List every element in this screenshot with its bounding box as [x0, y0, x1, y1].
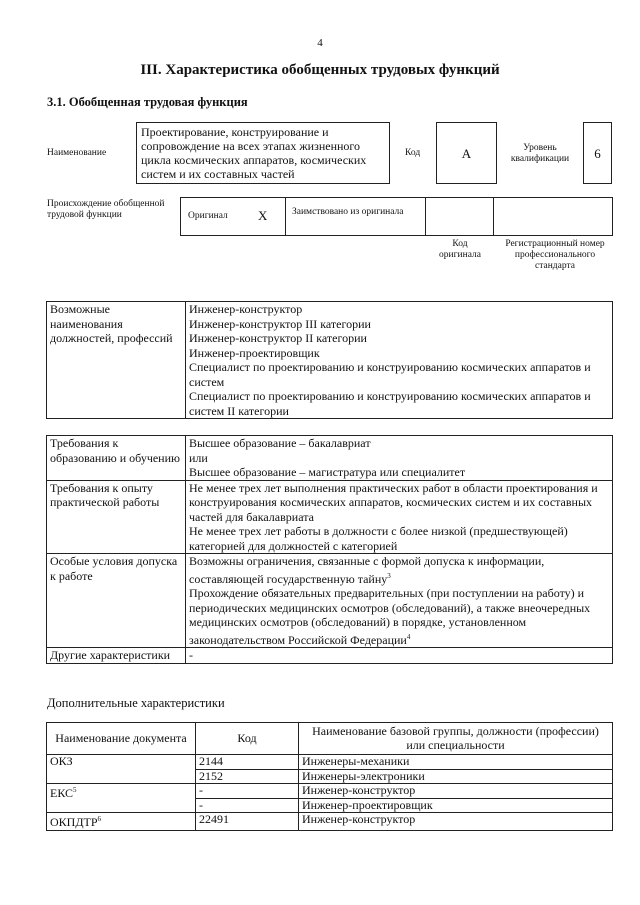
experience-value — [186, 480, 613, 554]
position-item: Инженер-конструктор — [189, 302, 303, 316]
code-label: Код — [405, 148, 421, 158]
origin-label: Происхождение обобщенной трудовой функции — [47, 199, 165, 220]
original-label: Оригинал — [188, 211, 228, 221]
row-name: Инженер-конструктор — [299, 784, 613, 799]
conditions-line: Прохождение обязательных предварительных (при поступлении на работу) и периодических медицинских осмотров (обследований), а также внеочередных медицинских осмотров (обследований) в порядке, установленном законодательством Российской Федерации$^4$ — [189, 586, 591, 647]
education-label: Требования к образованию и обучению — [47, 436, 186, 481]
code-value: А — [461, 146, 472, 161]
experience-line: Не менее трех лет работы в должности с более низкой (предшествующей) категорией для должностей с категорией — [189, 524, 568, 553]
conditions-line: Возможны ограничения, связанные с формой допуска к информации, составляющей государственную тайну$^3$ — [189, 554, 545, 586]
positions-label: Возможные наименования должностей, профессий — [47, 302, 186, 419]
row-name: Инженер-конструктор — [299, 813, 613, 831]
footnote-ref: 3 — [387, 571, 391, 580]
original-code-caption: Код оригинала — [439, 239, 481, 260]
positions-table — [46, 301, 613, 419]
row-code: - — [196, 798, 299, 813]
code-box — [436, 122, 497, 184]
row-name: Инженер-проектировщик — [299, 798, 613, 813]
positions-list — [186, 302, 613, 419]
original-mark: X — [258, 208, 268, 223]
position-item: Специалист по проектированию и конструированию космических аппаратов и систем — [189, 360, 591, 389]
other-value: - — [186, 648, 613, 664]
row-code: 2152 — [196, 769, 299, 784]
position-item: Инженер-проектировщик — [189, 345, 320, 360]
level-value: 6 — [594, 146, 601, 161]
col-name-header: Наименование базовой группы, должности (профессии) или специальности — [299, 723, 613, 755]
position-item: Специалист по проектированию и конструированию космических аппаратов и систем II категории — [189, 389, 591, 418]
function-name-box — [136, 122, 390, 184]
col-code-header: Код — [196, 723, 299, 755]
row-name: Инженеры-механики — [299, 755, 613, 770]
page-number: 4 — [317, 37, 323, 49]
row-code: 2144 — [196, 755, 299, 770]
education-line: или — [189, 450, 208, 465]
reg-number-caption: Регистрационный номер профессионального стандарта — [505, 239, 605, 271]
subsection-title: 3.1. Обобщенная трудовая функция — [47, 95, 248, 109]
borrowed-label: Заимствовано из оригинала — [292, 207, 404, 217]
doc-okpdtr: ОКПДТР$^6$ — [47, 813, 196, 831]
additional-table — [46, 722, 613, 831]
doc-okz: ОКЗ — [47, 755, 196, 784]
education-line: Высшее образование – магистратура или специалитет — [189, 465, 466, 479]
footnote-ref: 5 — [73, 786, 77, 794]
col-doc-header: Наименование документа — [47, 723, 196, 755]
position-item: Инженер-конструктор II категории — [189, 331, 367, 345]
doc-eks: ЕКС$^5$ — [47, 784, 196, 813]
education-value — [186, 436, 613, 481]
conditions-value — [186, 554, 613, 648]
origin-divider — [425, 197, 426, 236]
experience-line: Не менее трех лет выполнения практических работ в области проектирования и конструирования космических аппаратов, космических систем и их составных частей для бакалавриата — [189, 480, 598, 524]
footnote-ref: 4 — [406, 632, 411, 641]
experience-label: Требования к опыту практической работы — [47, 480, 186, 554]
requirements-table — [46, 435, 613, 664]
education-line: Высшее образование – бакалавриат — [189, 436, 371, 450]
additional-title: Дополнительные характеристики — [47, 696, 225, 710]
row-code: 22491 — [196, 813, 299, 831]
section-title: III. Характеристика обобщенных трудовых функций — [140, 62, 500, 78]
name-label: Наименование — [47, 148, 107, 158]
conditions-label: Особые условия допуска к работе — [47, 554, 186, 648]
other-label: Другие характеристики — [47, 648, 186, 664]
row-code: - — [196, 784, 299, 799]
origin-divider — [493, 197, 494, 236]
level-box — [583, 122, 612, 184]
footnote-ref: 6 — [97, 815, 102, 823]
level-label: Уровень квалификации — [510, 143, 570, 164]
function-name: Проектирование, конструирование и сопровождение на всех этапах жизненного цикла космических аппаратов, космических систем и их составных частей — [141, 125, 367, 181]
origin-divider — [285, 197, 286, 236]
position-item: Инженер-конструктор III категории — [189, 316, 371, 331]
row-name: Инженеры-электроники — [299, 769, 613, 784]
